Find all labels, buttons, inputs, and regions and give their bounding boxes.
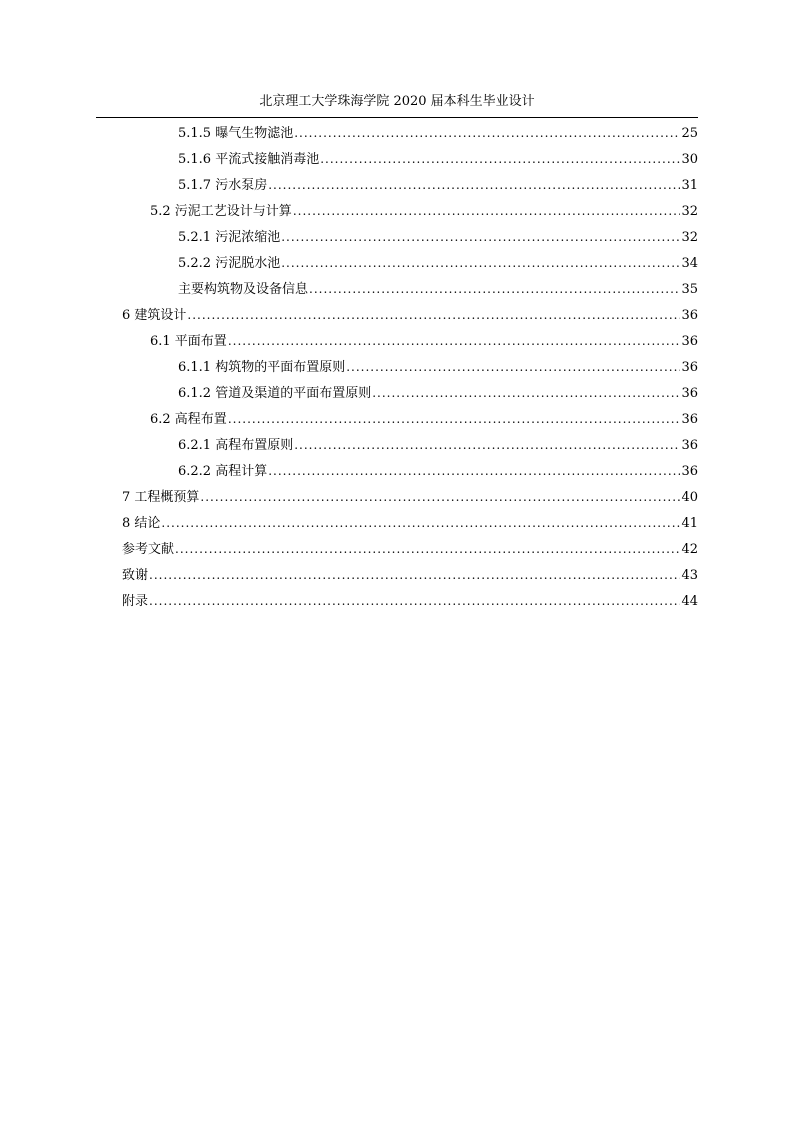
toc-entry-label: 6 建筑设计 — [122, 308, 187, 323]
toc-entry-7[interactable] — [122, 487, 698, 507]
toc-dot-leader — [372, 383, 680, 403]
toc-entry-5-1-7[interactable] — [178, 175, 698, 195]
toc-dot-leader — [294, 435, 680, 455]
toc-entry-5-1-5[interactable] — [178, 123, 698, 143]
toc-entry-label: 6.1.2 管道及渠道的平面布置原则 — [178, 386, 372, 401]
toc-dot-leader — [281, 227, 680, 247]
toc-dot-leader — [228, 409, 681, 429]
toc-page-number: 36 — [681, 412, 698, 427]
toc-dot-leader — [268, 461, 680, 481]
toc-page-number: 32 — [681, 230, 698, 245]
toc-entry-label: 致谢 — [122, 568, 149, 583]
toc-entry-8[interactable] — [122, 513, 698, 533]
toc-dot-leader — [281, 253, 680, 273]
toc-entry-label: 5.1.7 污水泵房 — [178, 178, 268, 193]
toc-entry-label: 8 结论 — [122, 516, 161, 531]
toc-entry-label: 6.2.1 高程布置原则 — [178, 438, 294, 453]
toc-dot-leader — [175, 539, 680, 559]
toc-entry-label: 参考文献 — [122, 542, 175, 557]
toc-dot-leader — [149, 591, 680, 611]
toc-entry-6-1-2[interactable] — [178, 383, 698, 403]
toc-entry-6-1-1[interactable] — [178, 357, 698, 377]
toc-dot-leader — [293, 201, 681, 221]
toc-page-number: 36 — [681, 438, 698, 453]
toc-entry-label: 6.2.2 高程计算 — [178, 464, 268, 479]
toc-entry-label: 6.2 高程布置 — [150, 412, 227, 427]
toc-entry-6[interactable] — [122, 305, 698, 325]
toc-page-number: 36 — [681, 308, 698, 323]
toc-entry-6-1[interactable] — [150, 331, 698, 351]
toc-entry-5-2[interactable] — [150, 201, 698, 221]
toc-page-number: 36 — [681, 334, 698, 349]
toc-entry-6-2-1[interactable] — [178, 435, 698, 455]
toc-page-number: 31 — [681, 178, 698, 193]
toc-page-number: 35 — [681, 282, 698, 297]
toc-entry-references[interactable] — [122, 539, 698, 559]
toc-entry-label: 5.2 污泥工艺设计与计算 — [150, 204, 292, 219]
toc-dot-leader — [309, 279, 680, 299]
toc-dot-leader — [161, 513, 680, 533]
toc-entry-label: 5.2.1 污泥浓缩池 — [178, 230, 281, 245]
toc-page-number: 42 — [681, 542, 698, 557]
toc-dot-leader — [149, 565, 680, 585]
toc-dot-leader — [346, 357, 680, 377]
toc-entry-label: 7 工程概预算 — [122, 490, 200, 505]
toc-dot-leader — [320, 149, 680, 169]
toc-dot-leader — [228, 331, 681, 351]
toc-entry-label: 6.1.1 构筑物的平面布置原则 — [178, 360, 346, 375]
toc-entry-6-2-2[interactable] — [178, 461, 698, 481]
toc-page-number: 25 — [681, 126, 698, 141]
toc-entry-5-2-2[interactable] — [178, 253, 698, 273]
toc-entry-label: 主要构筑物及设备信息 — [178, 282, 309, 297]
toc-page-number: 30 — [681, 152, 698, 167]
toc-entry-label: 6.1 平面布置 — [150, 334, 227, 349]
toc-entry-structures-equipment[interactable] — [178, 279, 698, 299]
toc-entry-6-2[interactable] — [150, 409, 698, 429]
toc-page-number: 44 — [681, 594, 698, 609]
toc-entry-label: 附录 — [122, 594, 149, 609]
toc-page-number: 41 — [681, 516, 698, 531]
toc-entry-label: 5.1.5 曝气生物滤池 — [178, 126, 294, 141]
toc-entry-appendix[interactable] — [122, 591, 698, 611]
toc-page-number: 36 — [681, 360, 698, 375]
toc-page-number: 36 — [681, 386, 698, 401]
toc-page-number: 40 — [681, 490, 698, 505]
page-header: 北京理工大学珠海学院 2020 届本科生毕业设计 — [259, 94, 535, 109]
toc-page-number: 32 — [681, 204, 698, 219]
toc-entry-5-1-6[interactable] — [178, 149, 698, 169]
toc-dot-leader — [187, 305, 680, 325]
toc-page-number: 43 — [681, 568, 698, 583]
toc-entry-acknowledgements[interactable] — [122, 565, 698, 585]
header-divider — [96, 117, 698, 118]
toc-page-number: 34 — [681, 256, 698, 271]
toc-page-number: 36 — [681, 464, 698, 479]
toc-dot-leader — [200, 487, 680, 507]
toc-dot-leader — [268, 175, 680, 195]
toc-dot-leader — [294, 123, 680, 143]
toc-entry-label: 5.1.6 平流式接触消毒池 — [178, 152, 320, 167]
toc-entry-5-2-1[interactable] — [178, 227, 698, 247]
toc-entry-label: 5.2.2 污泥脱水池 — [178, 256, 281, 271]
